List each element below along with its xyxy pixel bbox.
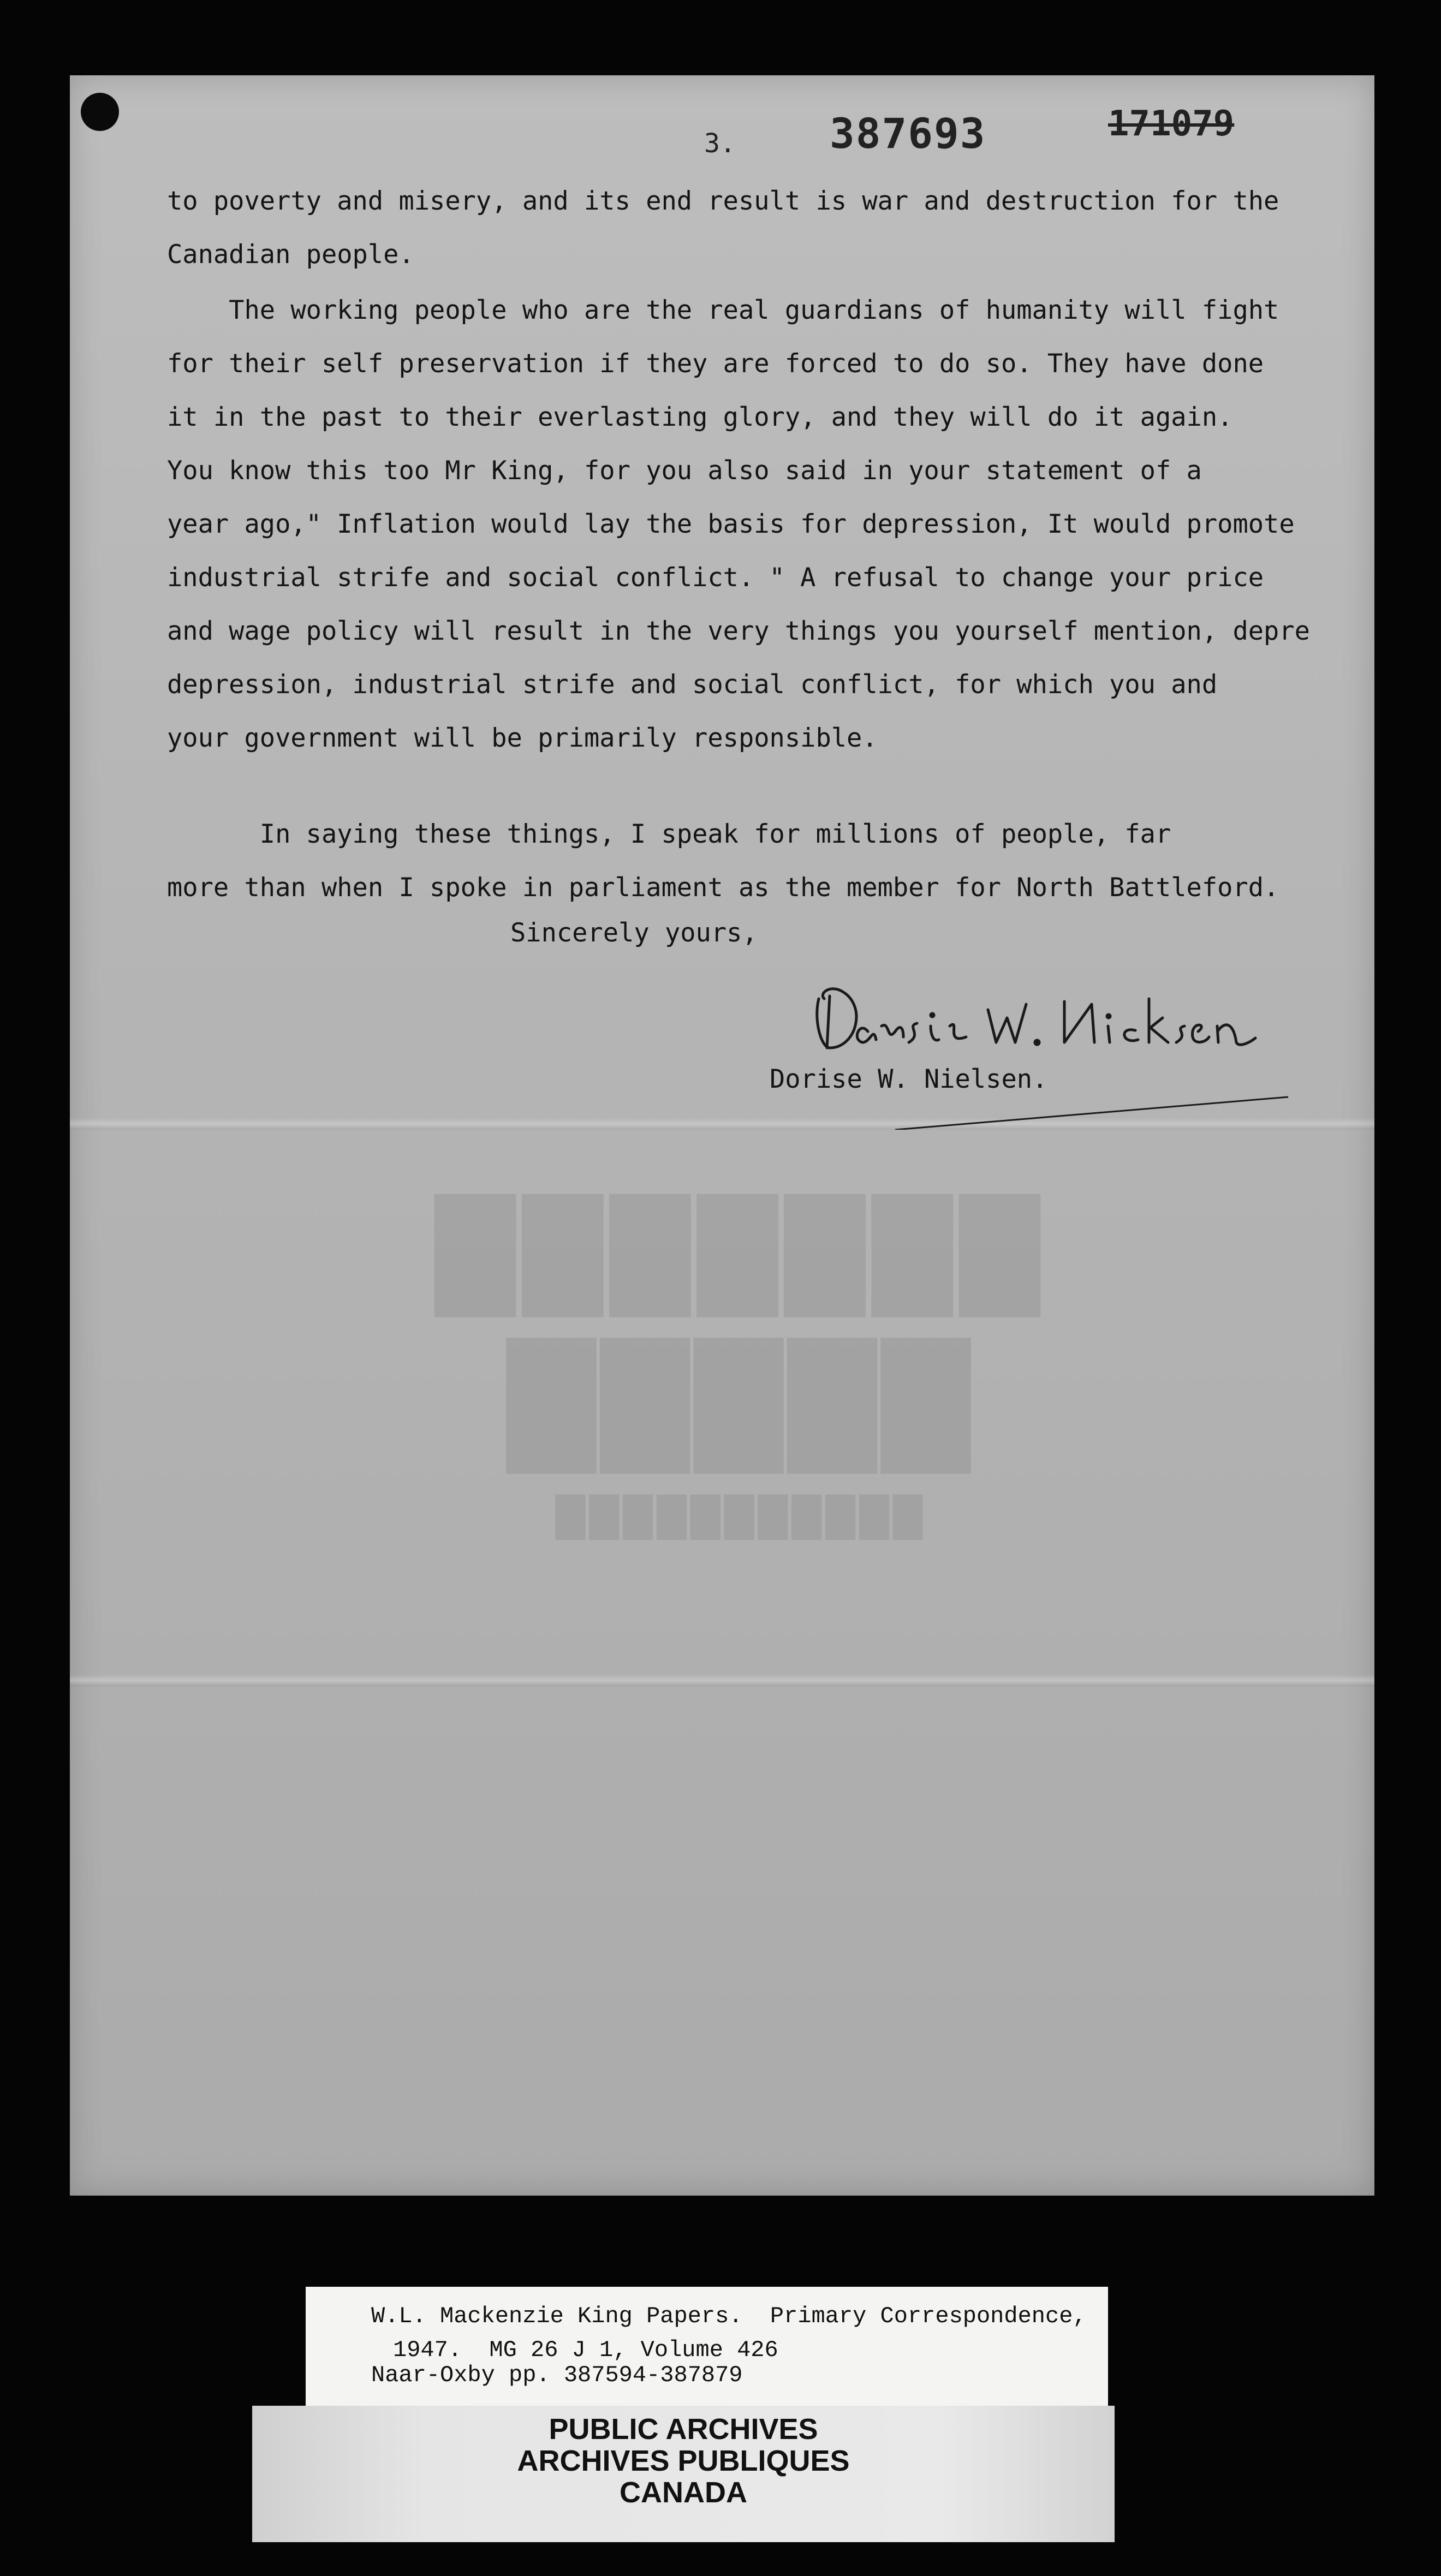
handwritten-signature	[808, 966, 1299, 1132]
paper-fold	[70, 1674, 1374, 1686]
document-number: 387693	[830, 109, 986, 158]
paper-watermark: ███████ █████ ███████████	[435, 1194, 1047, 1540]
stamp-line-1: PUBLIC ARCHIVES	[549, 2413, 818, 2446]
stamp-line-3: CANADA	[620, 2476, 747, 2509]
caption-line-1: W.L. Mackenzie King Papers. Primary Correspondence,	[371, 2303, 1087, 2329]
caption-line-3: Naar-Oxby pp. 387594-387879	[371, 2362, 743, 2388]
stamp-line-2: ARCHIVES PUBLIQUES	[517, 2444, 850, 2477]
letter-paragraph-1: to poverty and misery, and its end result is war and destruction for the Canadian people.	[167, 186, 1279, 270]
punch-hole	[81, 93, 119, 131]
struck-old-number: 171079	[1108, 104, 1235, 144]
archives-stamp	[252, 2406, 1115, 2542]
caption-line-2: 1947. MG 26 J 1, Volume 426	[393, 2337, 778, 2363]
page-number: 3.	[704, 128, 736, 159]
letter-paragraph-2: The working people who are the real guardians of humanity will fight for their self preservation if they are forced to do so. They have done it in the past to their everlasting glory, and they will do it again. You know this too Mr King, for you also said in your statement of a year ago," Inflation would lay the basis for depression, It would promote industrial strife and social conflict. " A refusal to change your price and wage policy will result in the very things you yourself mention, depre depression, industrial strife and social conflict, for which you and your government will be primarily responsible.	[167, 295, 1310, 753]
archive-caption-label	[306, 2287, 1108, 2423]
letter-closing: Sincerely yours,	[510, 918, 758, 948]
typed-signatory-name: Dorise W. Nielsen.	[770, 1064, 1048, 1094]
letter-paragraph-3: In saying these things, I speak for millions of people, far more than when I spoke in parliament as the member for North Battleford.	[167, 819, 1279, 903]
